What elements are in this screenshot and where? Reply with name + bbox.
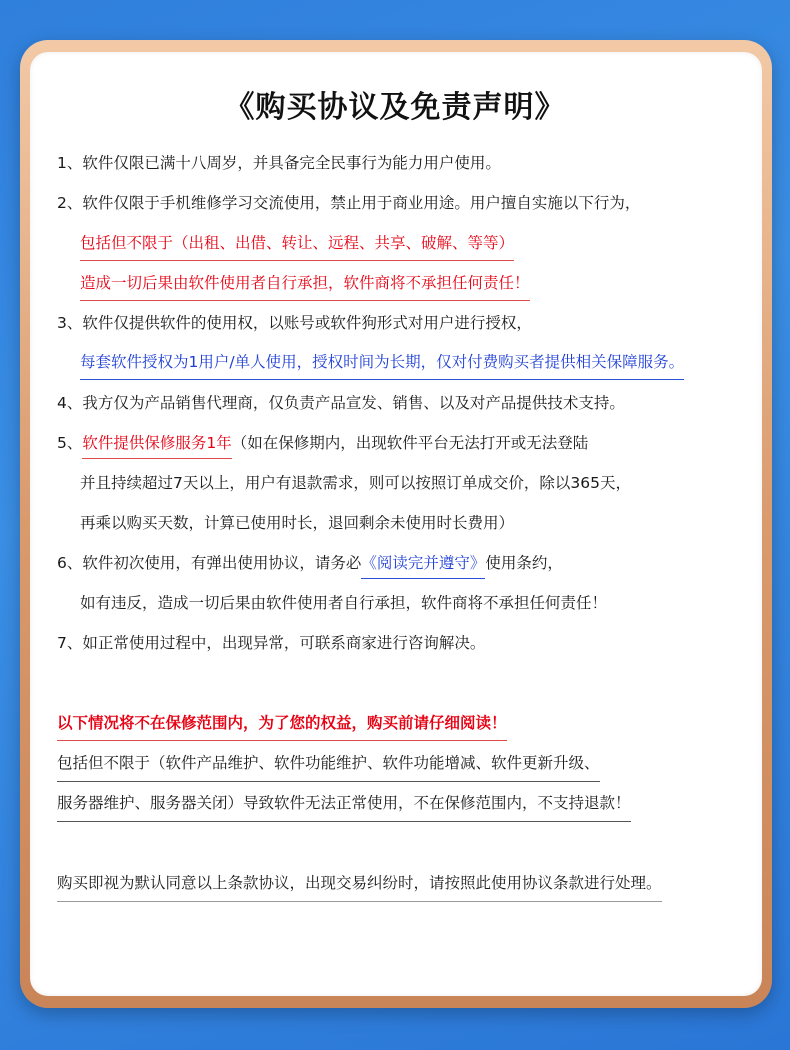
clause-5-text: （如在保修期内，出现软件平台无法打开或无法登陆 [231,434,589,452]
clause-5-line-2: 并且持续超过7天以上，用户有退款需求，则可以按照订单成交价，除以365天， [80,474,631,492]
warranty-exclusions-1: 包括但不限于（软件产品维护、软件功能维护、软件功能增减、软件更新升级、 [57,752,600,782]
clause-6-text: 6、软件初次使用，有弹出使用协议，请务必 [57,554,362,572]
warranty-notice: 以下情况将不在保修范围内，为了您的权益，购买前请仔细阅读！ [57,712,507,741]
clause-4: 4、我方仅为产品销售代理商，仅负责产品宣发、销售、以及对产品提供技术支持。 [57,394,625,412]
agreement-statement: 购买即视为默认同意以上条款协议，出现交易纠纷时，请按照此使用协议条款进行处理。 [57,872,662,902]
clause-6-suffix: 使用条约， [485,554,563,572]
clause-6-line-2: 如有违反，造成一切后果由软件使用者自行承担，软件商将不承担任何责任！ [80,594,608,612]
clause-2-liability: 造成一切后果由软件使用者自行承担，软件商将不承担任何责任！ [80,272,530,301]
page-title: 《购买协议及免责声明》 [224,90,566,125]
clause-2-restriction: 包括但不限于（出租、出借、转让、远程、共享、破解、等等） [80,232,514,261]
clause-5-number: 5、 [57,434,83,452]
clause-3-license: 每套软件授权为1用户/单人使用，授权时间为长期，仅对付费购买者提供相关保障服务。 [80,351,684,380]
clause-6 [57,552,563,574]
read-agreement-link[interactable]: 《阅读完并遵守》 [361,554,485,579]
warranty-exclusions-2: 服务器维护、服务器关闭）导致软件无法正常使用，不在保修范围内，不支持退款！ [57,792,631,822]
clause-1: 1、软件仅限已满十八周岁，并具备完全民事行为能力用户使用。 [57,154,501,172]
clause-5 [57,432,588,454]
clause-2: 2、软件仅限于手机维修学习交流使用，禁止用于商业用途。用户擅自实施以下行为， [57,194,641,212]
clause-3: 3、软件仅提供软件的使用权，以账号或软件狗形式对用户进行授权， [57,314,532,332]
clause-7: 7、如正常使用过程中，出现异常，可联系商家进行咨询解决。 [57,634,486,652]
clause-5-warranty: 软件提供保修服务1年 [82,434,231,459]
clause-5-line-3: 再乘以购买天数，计算已使用时长，退回剩余未使用时长费用） [80,514,515,532]
